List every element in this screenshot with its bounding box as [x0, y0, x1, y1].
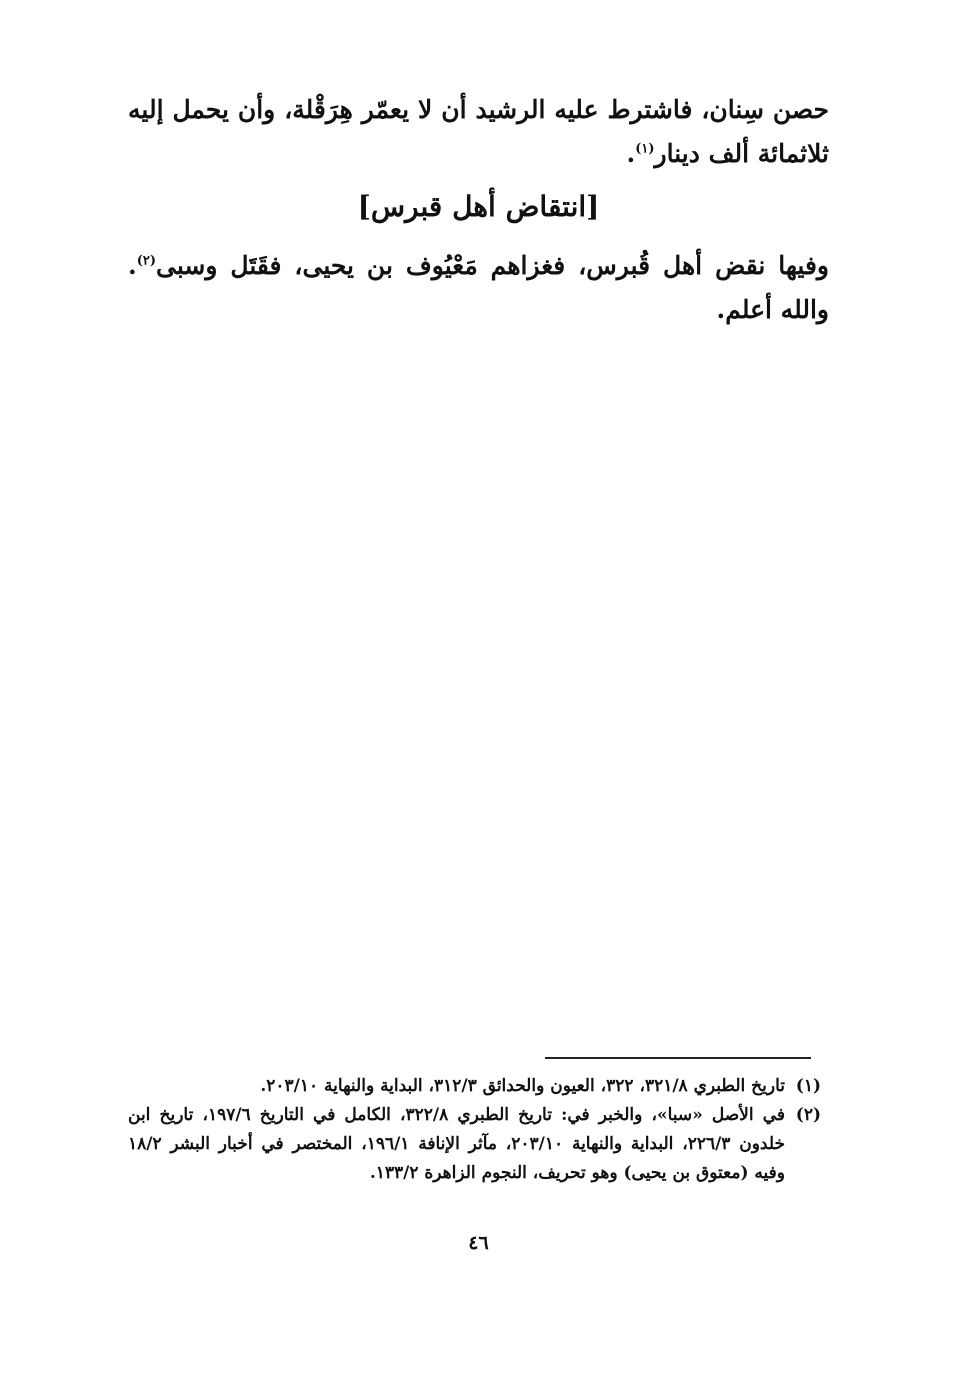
- footnote-2: [128, 1101, 821, 1188]
- footnote-separator: [545, 1057, 811, 1059]
- footnote-marker-1: (١): [635, 141, 655, 157]
- section-heading: [انتقاض أهل قبرس]: [357, 190, 600, 223]
- body-paragraph-1: [128, 88, 829, 176]
- body-paragraph-2: [128, 244, 829, 332]
- paragraph-2-text-before: وفيها نقض أهل قُبرس، فغزاهم مَعْيُوف بن يحيى، فقَتَل وسبى: [156, 251, 829, 280]
- footnote-text: تاريخ الطبري ٣٢١/٨، ٣٢٢، العيون والحدائق ٣١٢/٣، البداية والنهاية ٢٠٣/١٠.: [260, 1076, 785, 1096]
- footnote-number: (١): [795, 1076, 821, 1096]
- page-number: ٤٦: [468, 1232, 489, 1254]
- paragraph-2-text-after: . والله أعلم.: [128, 251, 829, 324]
- paragraph-1-text: حصن سِنان، فاشترط عليه الرشيد أن لا يعمّر هِرَقْلة، وأن يحمل إليه ثلاثمائة ألف دينار: [128, 95, 829, 168]
- footnote-text: في الأصل «سبا»، والخبر في: تاريخ الطبري ٣٢٢/٨، الكامل في التاريخ ١٩٧/٦، تاريخ ابن خلدون ٢٢٦/٣، البداية والنهاية ٢٠٣/١٠، مآثر الإنافة ١٩٦/١، المختصر في أخبار البشر ١٨/٢ وفيه (معتوق بن يحيى) وهو تحريف، النجوم الزاهرة ١٣٣/٢.: [128, 1105, 785, 1183]
- footnote-number: (٢): [795, 1105, 821, 1125]
- footnotes: [128, 1072, 821, 1188]
- paragraph-1-end: .: [626, 139, 636, 168]
- footnote-marker-2: (٢): [136, 253, 157, 269]
- footnote-1: [128, 1072, 821, 1101]
